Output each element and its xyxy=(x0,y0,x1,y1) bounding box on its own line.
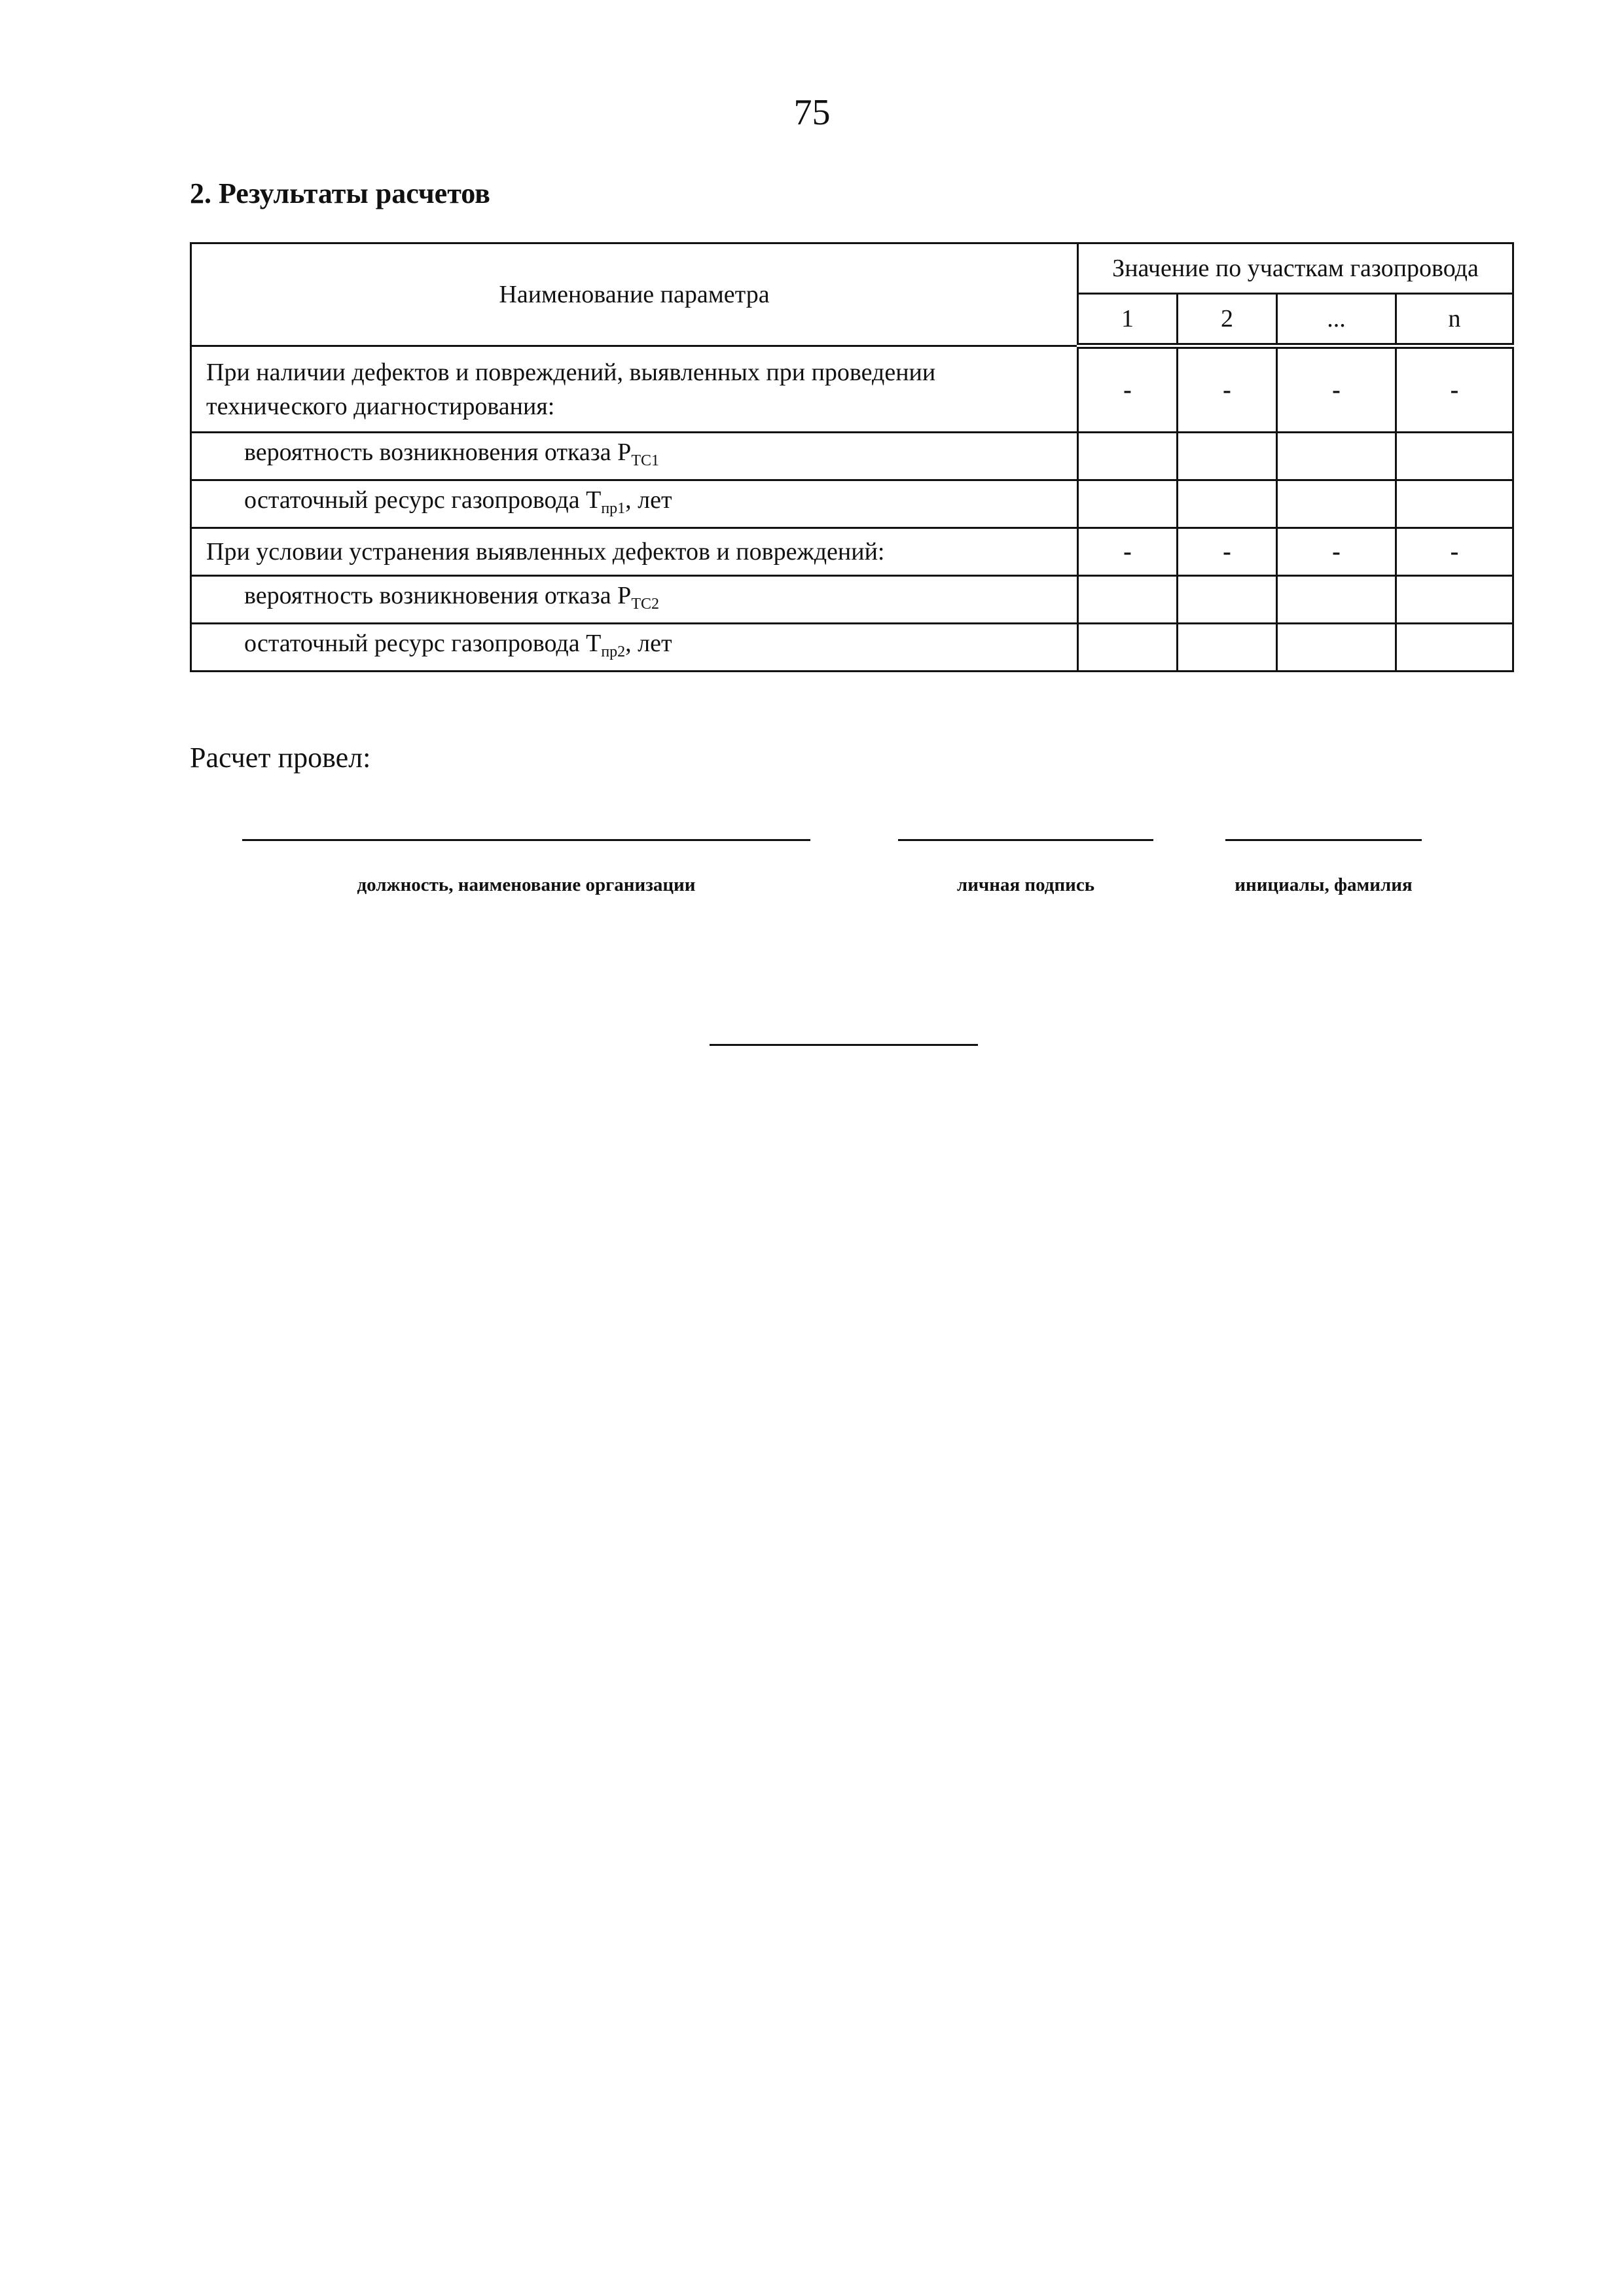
table-cell xyxy=(1396,576,1513,624)
table-cell: - xyxy=(1396,346,1513,433)
table-cell: - xyxy=(1178,528,1277,576)
table-row xyxy=(191,480,1513,528)
table-cell xyxy=(1277,433,1396,480)
header-section-ellipsis: ... xyxy=(1277,294,1396,346)
row-label-after-repair: При условии устранения выявленных дефектов и повреждений: xyxy=(191,528,1078,576)
signature-line xyxy=(898,839,1153,841)
table-row xyxy=(191,346,1513,433)
table-row xyxy=(191,433,1513,480)
table-cell xyxy=(1396,480,1513,528)
header-section-values: Значение по участкам газопровода xyxy=(1078,243,1513,294)
section-title: 2. Результаты расчетов xyxy=(190,177,490,209)
table-cell xyxy=(1178,433,1277,480)
table-row xyxy=(191,624,1513,672)
row-label-residual-life-2: остаточный ресурс газопровода $T_{пр2}$, лет xyxy=(191,624,1078,672)
table-cell: - xyxy=(1277,346,1396,433)
calculated-by-heading: Расчет провел: xyxy=(190,742,371,774)
table-cell xyxy=(1178,480,1277,528)
page-number: 75 xyxy=(793,92,831,133)
table-cell: - xyxy=(1277,528,1396,576)
position-caption: должность, наименование организации xyxy=(357,874,696,895)
header-parameter-name: Наименование параметра xyxy=(191,243,1078,346)
row-label-with-defects: При наличии дефектов и повреждений, выявленных при проведении технического диагностирования: xyxy=(191,346,1078,433)
table-cell xyxy=(1396,433,1513,480)
row-label-failure-probability-1: вероятность возникновения отказа $P_{TC1}$ xyxy=(191,433,1078,480)
results-table xyxy=(190,242,1514,672)
header-section-2: 2 xyxy=(1178,294,1277,346)
table-cell xyxy=(1078,576,1178,624)
name-caption: инициалы, фамилия xyxy=(1235,874,1413,895)
row-label-residual-life-1: остаточный ресурс газопровода $T_{пр1}$, лет xyxy=(191,480,1078,528)
position-line xyxy=(242,839,810,841)
signature-caption: личная подпись xyxy=(956,874,1095,895)
table-cell xyxy=(1277,480,1396,528)
table-cell xyxy=(1078,624,1178,672)
table-cell xyxy=(1178,576,1277,624)
end-divider xyxy=(710,1044,978,1046)
table-row xyxy=(191,528,1513,576)
header-section-1: 1 xyxy=(1078,294,1178,346)
name-line xyxy=(1225,839,1422,841)
header-section-n: n xyxy=(1396,294,1513,346)
table-cell xyxy=(1396,624,1513,672)
table-cell: - xyxy=(1078,346,1178,433)
table-row xyxy=(191,576,1513,624)
table-cell: - xyxy=(1078,528,1178,576)
table-cell xyxy=(1178,624,1277,672)
table-cell xyxy=(1078,433,1178,480)
row-label-failure-probability-2: вероятность возникновения отказа $P_{TC2}$ xyxy=(191,576,1078,624)
table-cell xyxy=(1277,624,1396,672)
table-header-row xyxy=(191,243,1513,294)
table-cell xyxy=(1277,576,1396,624)
table-cell xyxy=(1078,480,1178,528)
table-cell: - xyxy=(1396,528,1513,576)
table-cell: - xyxy=(1178,346,1277,433)
